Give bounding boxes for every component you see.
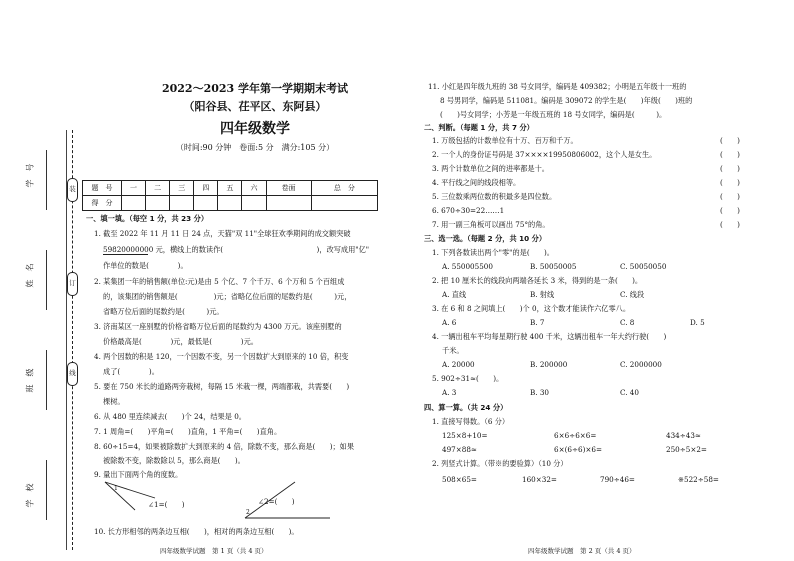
judge-item: 2. 一个人的身份证号码是 37××××19950806002，这个人是女生。 [432,150,657,159]
score-cell: 二 [146,181,170,196]
question-line: 8 号男同学，编码是 511081。编码是 309072 的学生是( )年级( )班的 [440,96,693,105]
score-cell: 三 [170,181,194,196]
score-table-score-row [83,196,378,211]
question-line: 1. 截至 2022 年 11 月 11 日 24 点，天猫"双 11"全球狂欢季期间的成交额突破 [94,229,351,238]
judge-answer-paren[interactable]: ( ) [720,136,740,145]
choose-question-cont: 千米。 [442,346,464,355]
class-label: 班 级 [25,368,35,393]
question-line: 59820000000 元，横线上的数读作( )，改写成用"亿" [103,245,370,254]
choose-option[interactable]: B. 7 [530,318,545,327]
question-line: 5. 要在 750 米长的道路两旁栽树，每隔 15 米栽一棵，两端都栽，共需要( ) [94,382,350,391]
score-cell: 四 [194,181,218,196]
angle-figures [95,480,375,520]
score-input-cell[interactable] [242,196,266,211]
question-line: 省略万位后面的尾数约是( )元。 [103,307,224,316]
score-input-cell[interactable] [146,196,170,211]
question-line: 11. 小红是四年级九班的 38 号女同学，编码是 409382；小明是五年级十一班的 [428,82,687,91]
choose-question: 3. 在 6 和 8 之间填上( )个 0，这个数才能读作六亿零八。 [432,304,631,313]
judge-answer-paren[interactable]: ( ) [720,178,740,187]
judge-answer-paren[interactable]: ( ) [720,150,740,159]
question-line: 10. 长方形相邻的两条边互相( )，相对的两条边互相( )。 [94,527,299,536]
question-line: 4. 两个因数的积是 120，一个因数不变，另一个因数扩大到原来的 10 倍，积变 [94,352,349,361]
calc-item: 434÷43≈ [666,431,701,440]
score-cell: 得 分 [83,196,122,211]
angle1-ray-a [105,482,155,498]
calc-item: 160×32= [522,475,557,484]
score-cell: 总 分 [311,181,377,196]
class-line [46,350,47,410]
judge-answer-paren[interactable]: ( ) [720,206,740,215]
judge-item: 7. 用一副三角板可以画出 75°的角。 [432,220,550,229]
school-label: 学 校 [25,483,35,508]
score-table [82,180,378,211]
choose-option[interactable]: C. 50050050 [620,262,667,271]
question-line: 9. 量出下面两个角的度数。 [94,470,183,479]
score-input-cell[interactable] [122,196,146,211]
calc-item: 6×(6÷6)×6= [554,445,602,454]
calc-item: 6×6÷6×6= [554,431,597,440]
judge-item: 5. 三位数乘两位数的积最多是四位数。 [432,192,557,201]
name-label: 姓 名 [25,263,35,288]
exam-region: （阳谷县、茌平区、东阿县） [183,100,327,113]
binding-oval-ding: 订 [67,272,78,296]
score-input-cell[interactable] [266,196,311,211]
question-line: 8. 60÷15=4，如果被除数扩大到原来的 4 倍，除数不变，那么商是( )；如果 [94,442,355,451]
score-cell: 一 [122,181,146,196]
choose-option[interactable]: B. 射线 [530,290,555,299]
calc-item: 790÷46= [600,475,635,484]
section-judge-heading: 二、判断。（每题 1 分，共 7 分） [424,123,534,132]
student-no-line [46,150,47,210]
choose-option[interactable]: B. 200000 [530,360,568,369]
choose-option[interactable]: B. 50050005 [530,262,577,271]
question-line: 棵树。 [103,397,125,406]
score-cell: 六 [242,181,266,196]
angle2-answer: ∠2=( ) [258,497,295,506]
question-line: 的，该集团的销售额是( )元；省略亿位后面的尾数约是( )元， [103,292,352,301]
section-calc-heading: 四、算一算。（共 24 分） [424,403,508,412]
calc-subheading: 2. 列竖式计算。（带※的要验算）（10 分） [432,459,568,468]
score-input-cell[interactable] [311,196,377,211]
judge-item: 6. 670÷30=22……1 [432,206,505,215]
section-fill-heading: 一、填一填。（每空 1 分，共 23 分） [86,214,209,223]
judge-item: 1. 万级包括的计数单位有十万、百万和千万。 [432,136,578,145]
exam-title: 2022～2023 学年第一学期期末考试 [161,82,349,95]
score-cell: 卷面 [266,181,311,196]
name-line [46,250,47,310]
question-line: 作单位的数是( )。 [103,261,188,270]
choose-option[interactable]: C. 2000000 [620,360,662,369]
judge-answer-paren[interactable]: ( ) [720,192,740,201]
angle2-number: 2 [246,509,250,516]
binding-oval-zhuang: 装 [67,178,78,202]
judge-item: 4. 平行线之间的线段相等。 [432,178,521,187]
choose-option[interactable]: A. 550005500 [442,262,493,271]
choose-option[interactable]: C. 8 [620,318,635,327]
calc-subheading: 1. 直接写得数。（6 分） [432,417,510,426]
choose-option[interactable]: C. 线段 [620,290,645,299]
choose-question: 4. 一辆出租车平均每星期行驶 400 千米，这辆出租车一年大约行驶( ) [432,332,667,341]
score-input-cell[interactable] [218,196,242,211]
page-footer-left: 四年级数学试题 第 1 页（共 4 页） [160,547,268,555]
exam-subject: 四年级数学 [220,121,290,137]
question-line: 2. 某集团一年的销售额(单位:元)是由 5 个亿、7 个千万、6 个万和 5 个百组成 [94,277,345,286]
question-line: 成了( )。 [103,367,159,376]
score-cell: 题 号 [83,181,122,196]
question-line: ( )号女同学；小芳是一年级五班的 18 号女同学，编码是( )。 [440,110,667,119]
calc-item: 125×8+10= [442,431,488,440]
question-line: 3. 济南某区一座别墅的价格省略万位后面的尾数约为 4300 万元。该座别墅的 [94,322,342,331]
judge-item: 3. 两个计数单位之间的进率都是十。 [432,164,549,173]
calc-item: 508×65= [442,475,477,484]
score-cell: 五 [218,181,242,196]
angle1-number: 1 [114,485,118,492]
question-line: 价格最高是( )元，最低是( )元。 [103,337,258,346]
calc-item: 250÷5×2= [666,445,707,454]
score-input-cell[interactable] [170,196,194,211]
question-line: 6. 从 480 里连续减去( )个 24，结果是 0。 [94,412,246,421]
choose-option[interactable]: A. 6 [442,318,457,327]
question-line: 7. 1 周角=( )平角=( )直角，1 平角=( )直角。 [94,427,282,436]
school-line [46,460,47,520]
binding-oval-xian: 线 [67,362,78,386]
section-choose-heading: 三、选一选。（每题 2 分，共 10 分） [424,234,547,243]
judge-answer-paren[interactable]: ( ) [720,220,740,229]
judge-answer-paren[interactable]: ( ) [720,164,740,173]
choose-option[interactable]: D. 5 [690,318,705,327]
underline-number [103,254,148,255]
choose-question: 2. 把 10 厘米长的线段向两端各延长 3 米，得到的是一条( )。 [432,276,643,285]
angle1-answer: ∠1=( ) [148,500,185,509]
score-table-header-row [83,181,378,196]
choose-option[interactable]: A. 直线 [442,290,467,299]
angle1-ray-b [105,482,135,510]
choose-option[interactable]: C. 40 [620,388,639,397]
exam-info: （时间:90 分钟 卷面:5 分 满分:105 分） [175,143,335,152]
calc-item: 497×88≈ [442,445,477,454]
question-line: 被除数不变，除数除以 5，那么商是( )。 [103,456,245,465]
choose-option[interactable]: A. 20000 [442,360,475,369]
page-footer-right: 四年级数学试题 第 2 页（共 4 页） [528,547,636,555]
choose-option[interactable]: B. 30 [530,388,549,397]
choose-option[interactable]: A. 3 [442,388,457,397]
student-no-label: 学 号 [25,163,35,188]
choose-question: 5. 902÷31≈( )。 [432,374,504,383]
score-input-cell[interactable] [194,196,218,211]
calc-item: ※522÷58= [678,475,719,484]
choose-question: 1. 下列各数读出两个"零"的是( )。 [432,248,554,257]
